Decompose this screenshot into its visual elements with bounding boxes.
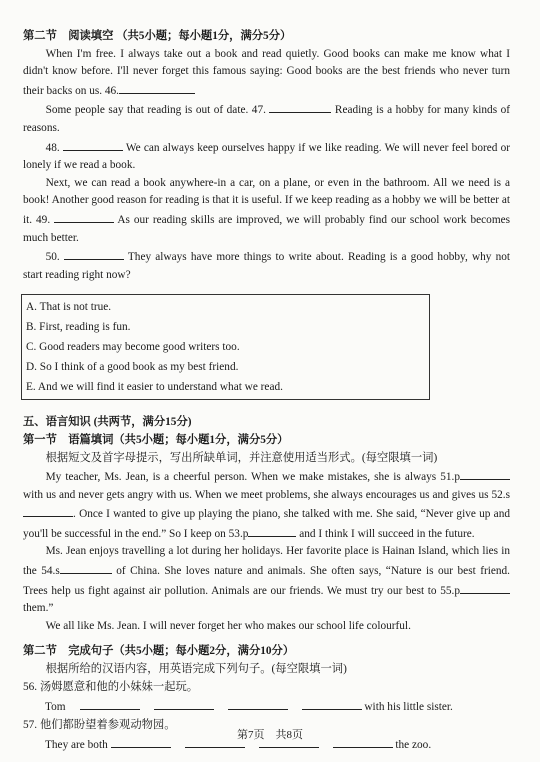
option-c: C. Good readers may become good writers too.: [26, 341, 240, 354]
sentence-completion-instruction: 根据所给的汉语内容，用英语完成下列句子。(每空限填一词): [45, 663, 347, 676]
answer-blank-55[interactable]: [460, 581, 510, 594]
reading-fill-heading: 第二节 阅读填空 （共5小题；每小题1分，满分5分）: [23, 30, 292, 42]
answer-blank-49[interactable]: [54, 210, 114, 223]
answer-blank-52[interactable]: [23, 504, 73, 517]
reading-paragraph-5: 50. They always have more things to write about. Reading is a good hobby, why not start reading right now?: [23, 247, 510, 284]
reading-paragraph-3: 48. We can always keep ourselves happy if we like reading. We will never feel bored or lonely if we read a book.: [23, 138, 510, 175]
options-box: [21, 294, 430, 400]
answer-blank-56-4[interactable]: [302, 697, 362, 710]
option-e: E. And we will find it easier to understand what we read.: [26, 381, 283, 394]
answer-blank-48[interactable]: [63, 138, 123, 151]
answer-blank-56-2[interactable]: [154, 697, 214, 710]
answer-blank-51[interactable]: [460, 467, 510, 480]
section5-heading: 五、语言知识 (共两节，满分15分): [23, 416, 192, 429]
reading-paragraph-1: When I'm free. I always take out a book and read quietly. Good books can make me know what I didn't know before. I'll never forget this famous saying: Good books are the best friends who never turn their backs on us. 46.: [23, 47, 510, 97]
word-fill-paragraph-1: My teacher, Ms. Jean, is a cheerful person. When we make mistakes, she is always 51.p with us and never gets angry with us. When we meet problems, she always encourages us and gives us 52.s. Once I wanted to give up playing the piano, she talked with me. She said, “Never give up and you'll be successful in the end.” So I keep on 53.p and I think I will succeed in the future.: [23, 467, 510, 543]
word-fill-instruction: 根据短文及首字母提示，写出所缺单词，并注意使用适当形式。(每空限填一词): [45, 451, 438, 464]
option-d: D. So I think of a good book as my best friend.: [26, 361, 239, 374]
word-fill-heading: 第一节 语篇填词（共5小题；每小题1分，满分5分）: [23, 433, 289, 446]
question-56-answer-line: Tom with his little sister.: [45, 697, 510, 717]
answer-blank-46[interactable]: [119, 81, 195, 94]
answer-blank-56-3[interactable]: [228, 697, 288, 710]
answer-blank-56-1[interactable]: [80, 697, 140, 710]
sentence-completion-heading: 第二节 完成句子（共5小题；每小题2分，满分10分）: [23, 645, 295, 658]
answer-blank-54[interactable]: [60, 561, 112, 574]
answer-blank-53[interactable]: [248, 524, 296, 537]
answer-blank-50[interactable]: [64, 247, 124, 260]
page-footer: 第7页 共8页: [237, 729, 303, 741]
question-57-answer-line: They are both the zoo.: [45, 735, 510, 755]
reading-paragraph-2: Some people say that reading is out of date. 47. Reading is a hobby for many kinds of reasons.: [23, 100, 510, 137]
option-a: A. That is not true.: [26, 301, 112, 314]
option-b: B. First, reading is fun.: [26, 321, 131, 334]
answer-blank-47[interactable]: [269, 100, 331, 113]
reading-paragraph-4: Next, we can read a book anywhere-in a car, on a plane, or even in the bathroom. All we need is a book! Another good reason for reading is that it is useful. If we keep reading as a hobby we will be better at it. 49. As our reading skills are improved, we will probably find our school work becomes much better.: [23, 176, 511, 244]
word-fill-paragraph-2: Ms. Jean enjoys travelling a lot during her holidays. Her favorite place is Hainan Island, which lies in the 54.s of China. She loves nature and animals. She often says, “Nature is our best friend. Trees help us fight against air pollution. Animals are our friends. We must try our best to 55.p them.”: [23, 545, 510, 615]
word-fill-paragraph-3: We all like Ms. Jean. I will never forget her who makes our school life colourful.: [45, 619, 411, 632]
question-57-chinese: 57. 他们都盼望着参观动物园。: [23, 718, 176, 731]
question-56-chinese: 56. 汤姆愿意和他的小妹妹一起玩。: [23, 680, 199, 693]
